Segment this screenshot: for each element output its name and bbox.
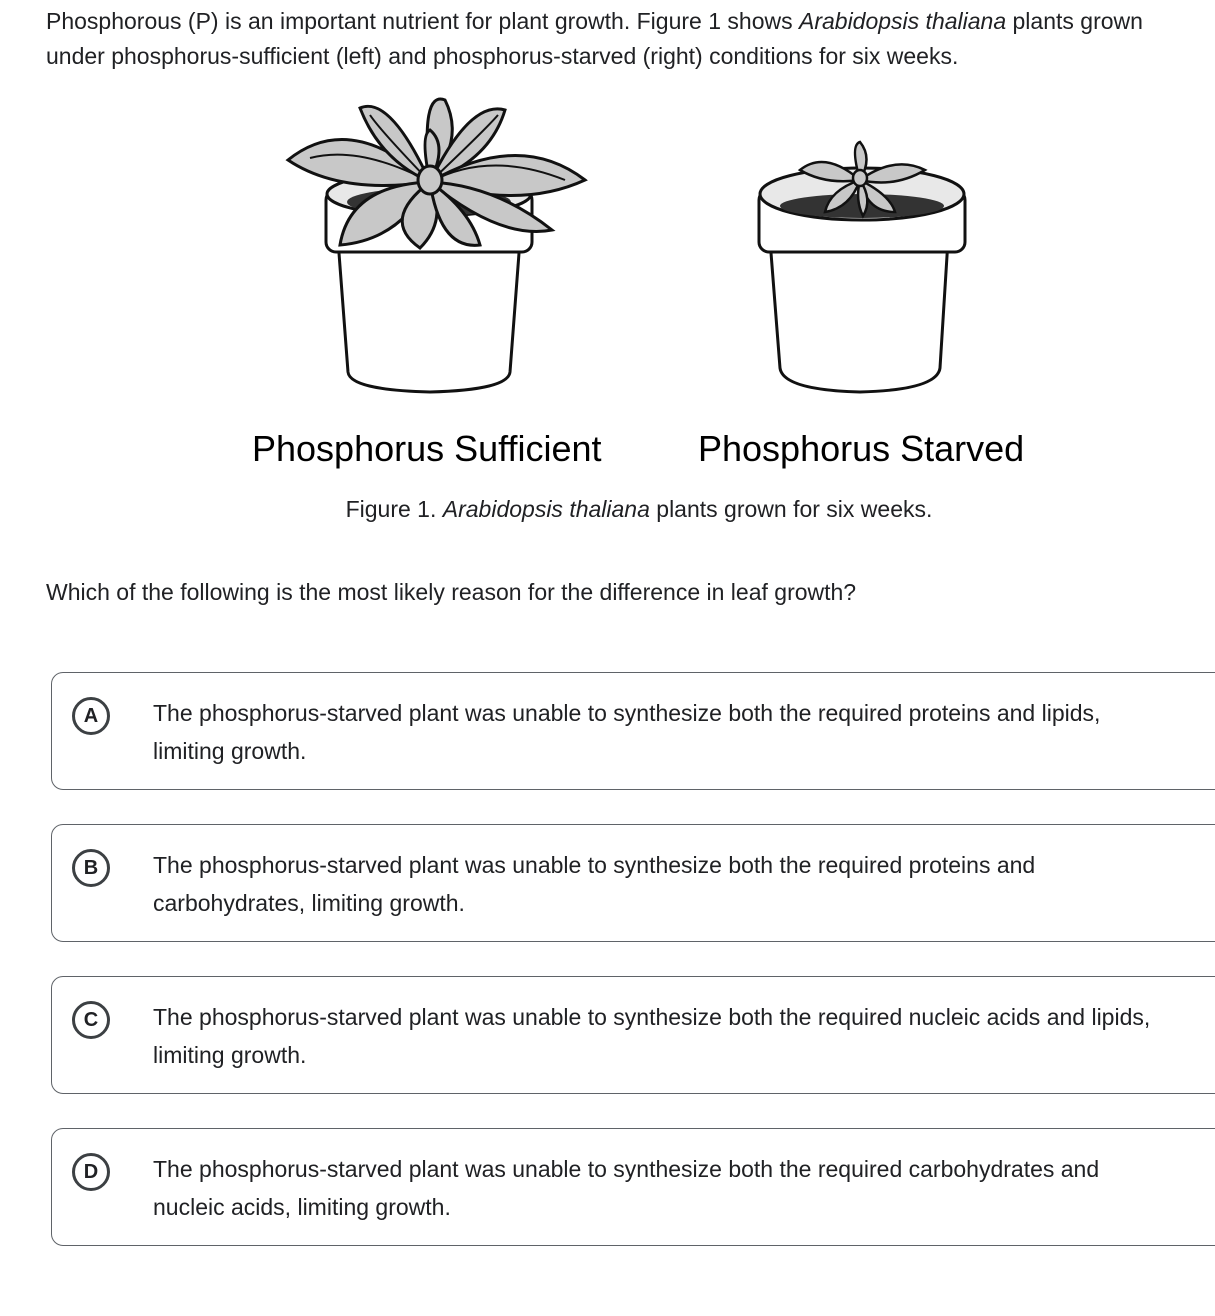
starved-plant-illustration [755,140,970,398]
option-a[interactable] [51,672,1215,790]
caption-species: Arabidopsis thaliana [442,496,650,522]
intro-text-1: Phosphorous (P) is an important nutrient for plant growth. Figure 1 shows [46,8,799,34]
option-letter-badge: B [72,849,110,887]
option-text: The phosphorus-starved plant was unable to synthesize both the required proteins and lipids, limiting growth. [153,700,1101,764]
caption-suffix: plants grown for six weeks. [649,496,933,522]
option-text: The phosphorus-starved plant was unable to synthesize both the required nucleic acids and lipids, limiting growth. [153,1004,1151,1068]
figure-1 [0,90,1215,540]
question-text: Which of the following is the most likely reason for the difference in leaf growth? [46,579,857,605]
option-b[interactable] [51,824,1215,942]
figure-caption [0,496,1215,523]
option-letter-badge: C [72,1001,110,1039]
sufficient-plant-illustration [280,90,590,400]
label-sufficient: Phosphorus Sufficient [252,428,602,469]
option-text: The phosphorus-starved plant was unable to synthesize both the required carbohydrates and nucleic acids, limiting growth. [153,1156,1100,1220]
option-d[interactable] [51,1128,1215,1246]
option-letter-badge: D [72,1153,110,1191]
option-c[interactable] [51,976,1215,1094]
intro-species: Arabidopsis thaliana [798,8,1007,34]
intro-text-2: plants grown under phosphorus-sufficient (left) and phosphorus-starved (right) conditions for six weeks. [46,8,1143,69]
label-starved: Phosphorus Starved [698,428,1025,469]
option-text: The phosphorus-starved plant was unable to synthesize both the required proteins and carbohydrates, limiting growth. [153,852,1036,916]
option-letter-badge: A [72,697,110,735]
intro-paragraph [46,4,1196,74]
caption-prefix: Figure 1. [345,496,443,522]
